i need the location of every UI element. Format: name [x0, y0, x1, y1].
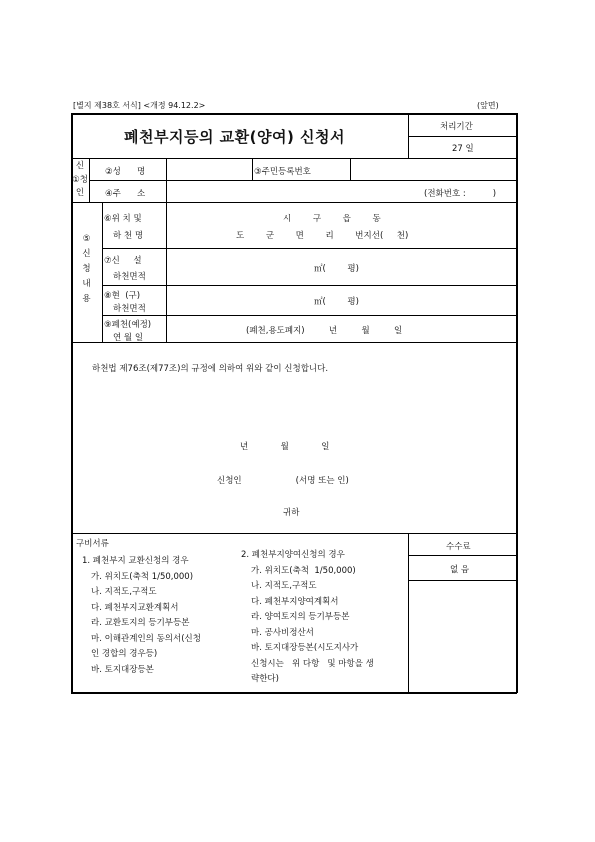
list-item: 마. 공사비정산서	[251, 627, 314, 638]
list-item: 략한다)	[251, 674, 279, 684]
applicant-signature-line[interactable]: 신청인 (서명 또는 인)	[217, 476, 349, 486]
transfer-documents-list	[241, 548, 374, 688]
abolish-date-label-line2: 연 월 일	[113, 333, 144, 343]
list-item: 바. 토지대장등본	[91, 664, 154, 675]
address-label: ④주 소	[105, 189, 146, 199]
name-field[interactable]	[168, 160, 250, 178]
current-area-label-line1: ⑧현 (구)	[104, 291, 141, 301]
abolish-date-label-line1: ⑨폐천(예정)	[104, 320, 152, 330]
current-area-label-line2: 하천면적	[113, 304, 146, 314]
current-area-value[interactable]: ㎡( 평)	[314, 297, 359, 307]
content-section-label: ⑤ 신 청 내 용	[82, 234, 91, 304]
application-statement: 하천법 제76조(제77조)의 규정에 의하여 위와 같이 신청합니다.	[92, 364, 329, 374]
list-item: 바. 토지대장등본(시도지사가	[251, 643, 359, 653]
address-field[interactable]	[168, 182, 418, 200]
applicant-section-label: 신 ①청 인	[72, 161, 88, 198]
new-area-label-line2: 하천면적	[113, 272, 146, 282]
list-item: 다. 폐천부지양여계획서	[251, 596, 339, 607]
new-area-value[interactable]: ㎡( 평)	[314, 264, 359, 274]
fee-value: 없 음	[450, 565, 470, 575]
list-item: 마. 이해관계인의 동의서(신청	[91, 633, 201, 644]
page-side-label: (앞면)	[477, 101, 499, 110]
name-label: ②성 명	[105, 167, 146, 177]
location-line2[interactable]: 도 군 면 리 번지선( 천)	[236, 231, 409, 241]
application-date[interactable]: 년 월 일	[240, 442, 330, 452]
location-line1[interactable]: 시 구 읍 동	[283, 214, 381, 224]
list-item: 라. 교환토지의 등기부등본	[91, 618, 190, 628]
required-documents-label: 구비서류	[76, 539, 109, 549]
location-label-line1: ⑥위 치 및	[104, 214, 142, 224]
new-area-label-line1: ⑦신 설	[104, 256, 142, 266]
location-label-line2: 하 천 명	[113, 231, 144, 241]
list-item: 다. 폐천부지교환계획서	[91, 602, 179, 613]
resident-id-field[interactable]	[352, 160, 514, 178]
exchange-documents-list	[82, 554, 201, 678]
list-item: 나. 지적도,구적도	[251, 581, 317, 591]
resident-id-label: ③주민등록번호	[254, 167, 311, 177]
abolish-date-value[interactable]: (폐천,용도폐지) 년 월 일	[246, 326, 403, 336]
transfer-heading: 2. 폐천부지양여신청의 경우	[241, 550, 345, 560]
form-title: 폐천부지등의 교환(양여) 신청서	[124, 128, 346, 146]
fee-label: 수수료	[446, 542, 471, 552]
list-item: 가. 위치도(축척 1/50,000)	[251, 565, 356, 576]
list-item: 신청시는 위 다항 및 마항을 생	[251, 658, 374, 669]
phone-number-label: (전화번호 : )	[424, 189, 497, 199]
recipient-label: 귀하	[283, 508, 300, 518]
form-reference: [별지 제38호 서식] <개정 94.12.2>	[73, 101, 206, 110]
list-item: 가. 위치도(축척 1/50,000)	[91, 571, 194, 582]
processing-period-label: 처리기간	[440, 122, 473, 132]
processing-period-value: 27 일	[452, 144, 474, 154]
list-item: 나. 지적도,구적도	[91, 587, 157, 597]
exchange-heading: 1. 폐천부지 교환신청의 경우	[82, 556, 189, 566]
list-item: 라. 양여토지의 등기부등본	[251, 612, 350, 622]
list-item: 인 경합의 경우등)	[91, 649, 158, 659]
